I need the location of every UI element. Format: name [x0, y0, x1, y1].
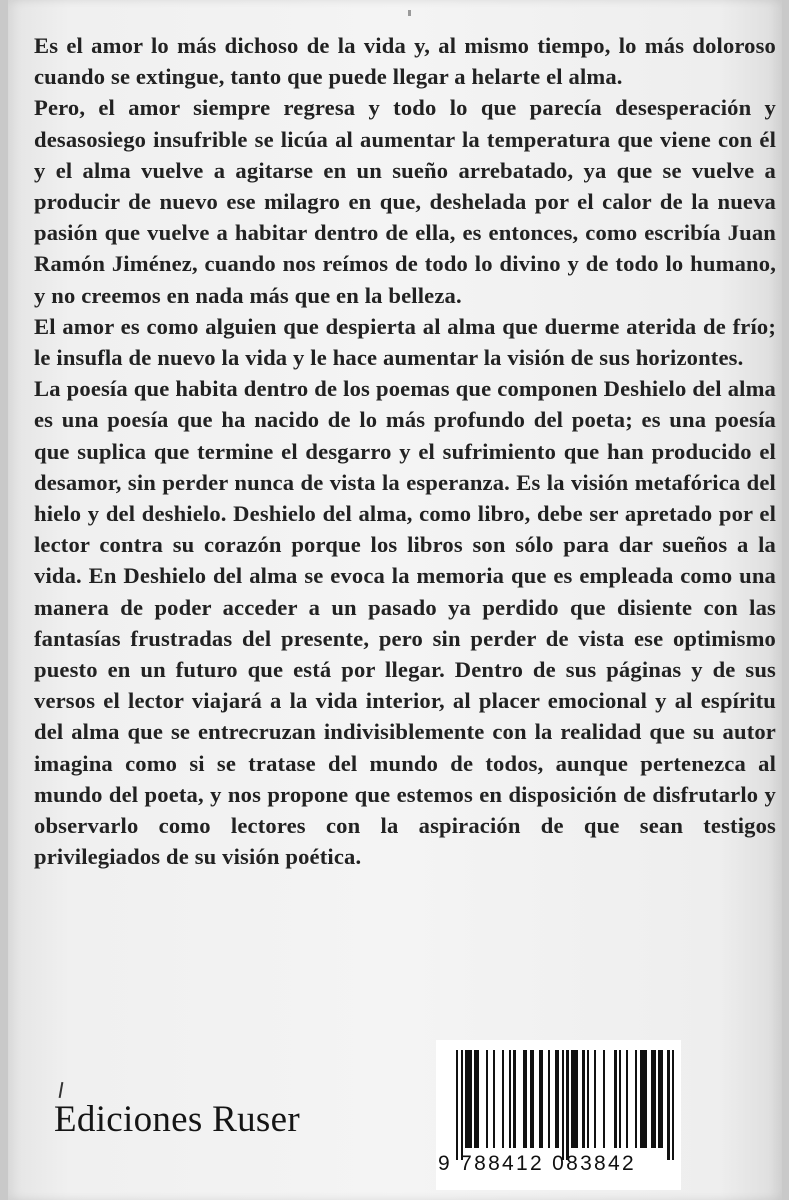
barcode-bars — [456, 1050, 678, 1156]
isbn-barcode — [436, 1040, 681, 1190]
blurb-text — [34, 30, 776, 872]
back-cover — [8, 0, 782, 1200]
blurb-paragraph-3: El amor es como alguien que despierta al alma que duerme aterida de frío; le insufla de nuevo la vida y le hace aumentar la visión de sus horizontes. — [34, 313, 776, 371]
publisher-name: Ediciones Ruser — [54, 1099, 300, 1140]
barcode-bar — [672, 1050, 674, 1160]
blurb-paragraph-2: Pero, el amor siempre regresa y todo lo que parecía desesperación y desasosiego insufrible se licúa al aumentar la temperatura que viene con él y el alma vuelve a agitarse en un sueño arrebatado, ya que se vuelve a producir de nuevo ese milagro en que, deshelada por el calor de la nueva pasión que vuelve a habitar dentro de ella, es entonces, como escribía Juan Ramón Jiménez, cuando nos reímos de todo lo divino y de todo lo humano, y no creemos en nada más que en la belleza. — [34, 95, 776, 308]
isbn-number: 9 788412 083842 — [438, 1152, 636, 1175]
blurb-paragraph-4: La poesía que habita dentro de los poemas que componen Deshielo del alma es una poesía que ha nacido de lo más profundo del poeta; es una poesía que suplica que termine el desgarro y el sufrimiento que han producido el desamor, sin perder nunca de vista la esperanza. Es la visión metafórica del hielo y del deshielo. Deshielo del alma, como libro, debe ser apretado por el lector contra su corazón porque los libros son sólo para dar sueños a la vida. En Deshielo del alma se evoca la memoria que es empleada como una manera de poder acceder a un pasado ya perdido que disiente con las fantasías frustradas del presente, pero sin perder de vista ese optimismo puesto en un futuro que está por llegar. Dentro de sus páginas y de sus versos el lector viajará a la vida interior, al placer emocional y al espíritu del alma que se entrecruzan indivisiblemente con la realidad que su autor imagina como si se tratase del mundo de todos, aunque pertenezca al mundo del poeta, y nos propone que estemos en disposición de disfrutarlo y observarlo como lectores con la aspiración de que sean testigos privilegiados de su visión poética. — [34, 376, 776, 870]
print-mark — [408, 10, 411, 16]
blurb-paragraph-1: Es el amor lo más dichoso de la vida y, al mismo tiempo, lo más doloroso cuando se extingue, tanto que puede llegar a helarte el alma. — [34, 33, 776, 90]
publisher-accent-mark — [59, 1082, 64, 1098]
